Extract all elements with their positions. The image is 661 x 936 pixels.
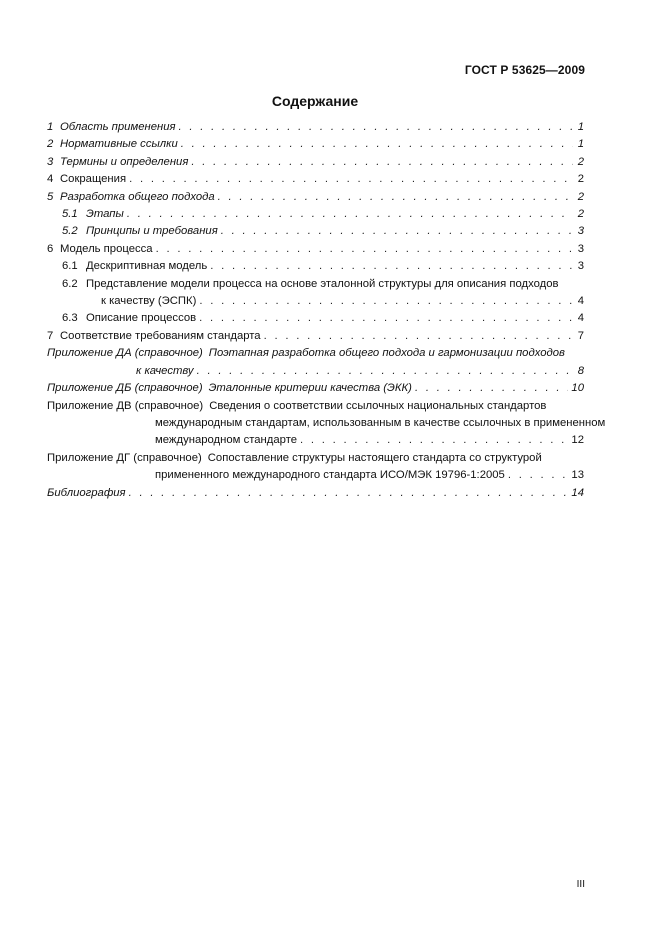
toc-entry-3[interactable] [47, 154, 584, 171]
dot-leader [264, 328, 573, 345]
toc-entry-page: 3 [577, 260, 584, 273]
toc-entry-page: 2 [577, 208, 584, 221]
toc-entry-2[interactable] [47, 136, 584, 153]
toc-entry-7[interactable] [47, 328, 584, 345]
dot-leader [129, 485, 569, 502]
toc-entry-page: 2 [577, 190, 584, 203]
toc-entry-label-line-1: Поэтапная разработка общего подхода и гармонизации подходов [208, 347, 565, 360]
toc-entry-label-line-2: международным стандартам, использованным в качестве ссылочных в примененном [155, 416, 606, 429]
dot-leader [221, 223, 573, 240]
toc-entry-label: Область применения [60, 121, 176, 133]
toc-entry-4[interactable] [47, 171, 584, 188]
annex-prefix: Приложение ДВ (справочное) [47, 399, 204, 412]
toc-entry-label: Сокращения [60, 173, 127, 186]
toc-entry-page: 14 [571, 486, 584, 499]
dot-leader [415, 380, 568, 397]
dot-leader [127, 206, 573, 223]
toc-entry-page: 2 [577, 173, 584, 186]
dot-leader [156, 241, 573, 258]
annex-prefix: Приложение ДГ (справочное) [47, 451, 202, 464]
toc-entry-label: Термины и определения [60, 155, 189, 168]
toc-entry-label-line-2: к качеству [136, 364, 194, 377]
toc-entry-number: 6.3 [62, 312, 78, 325]
toc-entry-page: 4 [577, 295, 584, 308]
toc-entry-label: Описание процессов [86, 312, 197, 325]
toc-entry-number: 5 [47, 190, 54, 203]
toc-entry-label: Эталонные критерии качества (ЭКК) [208, 382, 412, 395]
dot-leader [181, 136, 573, 153]
toc-entry-page: 2 [577, 155, 584, 168]
toc-entry-page: 1 [577, 138, 584, 151]
toc-entry-label: Принципы и требования [86, 225, 218, 238]
toc-entry-annex-db[interactable] [47, 380, 584, 397]
toc-entry-page: 3 [577, 242, 584, 255]
toc-entry-number: 6 [47, 242, 54, 255]
page-title: Содержание [271, 93, 359, 109]
dot-leader [300, 432, 568, 449]
toc-entry-number: 5.1 [62, 208, 78, 221]
toc-entry-number: 6.1 [62, 260, 78, 273]
toc-entry-6-3[interactable] [47, 310, 584, 327]
toc-entry-label-line-1: Сопоставление структуры настоящего стандарта со структурой [207, 451, 542, 464]
toc-entry-label: Модель процесса [60, 242, 153, 255]
table-of-contents [47, 119, 606, 502]
annex-prefix: Приложение ДА (справочное) [47, 347, 203, 360]
toc-entry-page: 12 [571, 434, 584, 447]
toc-entry-page: 10 [571, 382, 584, 395]
toc-entry-number: 1 [47, 121, 54, 133]
dot-leader [508, 467, 569, 484]
toc-entry-page: 8 [577, 364, 584, 377]
dot-leader [218, 189, 573, 206]
toc-entry-label: Соответствие требованиям стандарта [60, 329, 261, 342]
toc-entry-page: 7 [577, 329, 584, 342]
toc-entry-6[interactable] [47, 241, 584, 258]
toc-entry-label: Библиография [47, 486, 126, 499]
toc-entry-annex-dv[interactable] [47, 398, 606, 450]
dot-leader [197, 363, 573, 380]
toc-entry-page: 1 [577, 121, 584, 133]
toc-entry-number: 2 [47, 138, 54, 151]
toc-entry-page: 3 [577, 225, 584, 238]
dot-leader [179, 119, 573, 136]
toc-entry-label-line-3: международном стандарте [155, 434, 298, 447]
toc-entry-1[interactable] [47, 119, 584, 136]
toc-entry-number: 3 [47, 155, 54, 168]
document-code: ГОСТ Р 53625—2009 [464, 63, 585, 77]
toc-entry-annex-da[interactable] [47, 345, 584, 380]
dot-leader [199, 310, 573, 327]
toc-entry-page: 13 [571, 469, 584, 482]
toc-entry-label: Этапы [86, 208, 124, 221]
toc-entry-bibliography[interactable] [47, 485, 584, 502]
dot-leader [129, 171, 573, 188]
toc-entry-5-2[interactable] [47, 223, 584, 240]
toc-entry-label-line-1: Сведения о соответствии ссылочных национальных стандартов [209, 399, 547, 412]
toc-entry-number: 5.2 [62, 225, 78, 238]
toc-entry-5-1[interactable] [47, 206, 584, 223]
toc-entry-label: Разработка общего подхода [60, 190, 215, 203]
toc-entry-number: 7 [47, 329, 54, 342]
annex-prefix: Приложение ДБ (справочное) [47, 382, 203, 395]
toc-entry-label-line-1: Представление модели процесса на основе эталонной структуры для описания подходов [86, 277, 559, 290]
toc-entry-number: 6.2 [62, 277, 78, 290]
toc-entry-page: 4 [577, 312, 584, 325]
toc-entry-6-1[interactable] [47, 258, 584, 275]
dot-leader [199, 293, 573, 310]
dot-leader [210, 258, 573, 275]
dot-leader [191, 154, 573, 171]
toc-entry-label-line-2: примененного международного стандарта ИСО/МЭК 19796-1:2005 [155, 469, 505, 482]
toc-entry-label: Дескриптивная модель [86, 260, 208, 273]
toc-entry-6-2[interactable] [47, 276, 584, 311]
toc-entry-label: Нормативные ссылки [60, 138, 178, 151]
toc-entry-number: 4 [47, 173, 54, 186]
page-number: III [576, 879, 585, 890]
toc-entry-annex-dg[interactable] [47, 450, 584, 485]
toc-entry-label-line-2: к качеству (ЭСПК) [101, 295, 197, 308]
toc-entry-5[interactable] [47, 189, 584, 206]
